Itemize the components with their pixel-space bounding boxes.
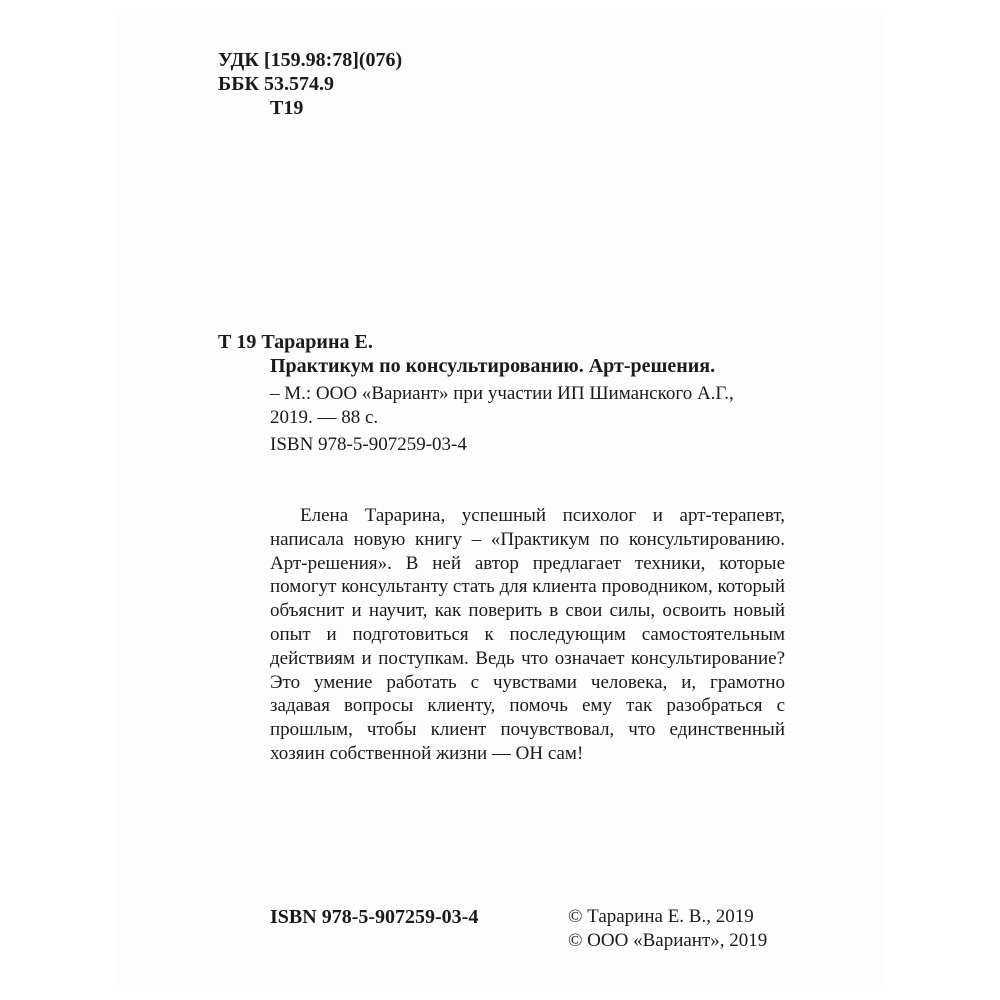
catalog-index-author: Т 19 Тарарина Е.: [218, 331, 373, 353]
publication-line-2: 2019. — 88 с.: [270, 407, 379, 428]
copyright-publisher: © ООО «Вариант», 2019: [568, 930, 768, 951]
book-page: [118, 10, 886, 990]
author-mark: Т19: [270, 97, 304, 119]
footer-isbn: ISBN 978-5-907259-03-4: [270, 906, 479, 928]
book-title: Практикум по консультированию. Арт-решения.: [270, 355, 716, 377]
udk-code: УДК [159.98:78](076): [218, 49, 403, 71]
catalog-isbn: ISBN 978-5-907259-03-4: [270, 434, 467, 455]
abstract-text: Елена Тарарина, успешный психолог и арт-терапевт, написала новую книгу – «Практикум по консультированию. Арт-решения». В ней автор предлагает техники, которые помогут консультанту стать для клиента проводником, который объяснит и научит, как поверить в свои силы, освоить новый опыт и подготовиться к последующим самостоятельным действиям и поступкам. Ведь что означает консультирование? Это умение работать с чувствами человека, и, грамотно задавая вопросы клиенту, помочь ему так разобраться с прошлым, чтобы клиент почувствовал, что единственный хозяин собственной жизни — ОН сам!: [270, 505, 785, 764]
publication-line-1: – М.: ООО «Вариант» при участии ИП Шиманского А.Г.,: [270, 383, 734, 404]
bbk-code: ББК 53.574.9: [218, 73, 334, 95]
copyright-author: © Тарарина Е. В., 2019: [568, 906, 754, 927]
